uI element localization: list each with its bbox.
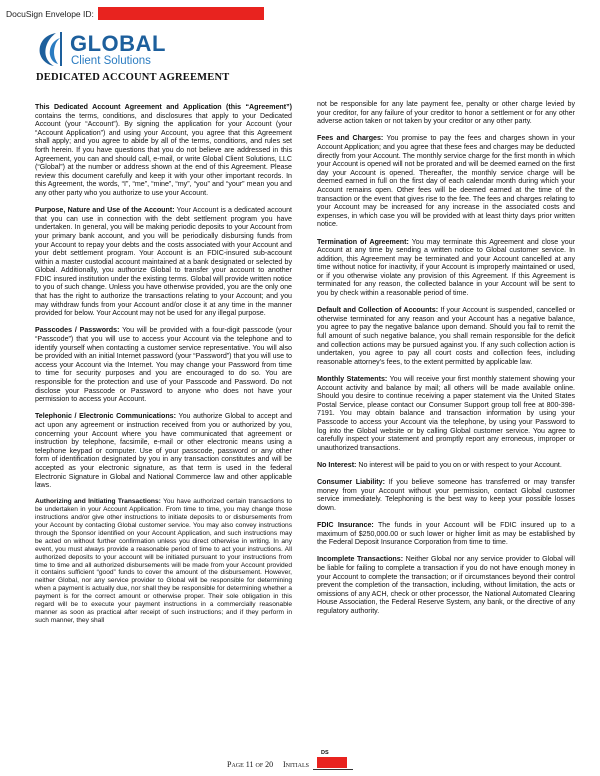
paragraph-text: No interest will be paid to you on or with respect to your Account. — [356, 460, 562, 469]
paragraph — [317, 521, 575, 547]
paragraph — [35, 103, 292, 198]
page-number: Page 11 of 20 — [227, 760, 274, 769]
initials-label: Initials — [283, 760, 309, 769]
paragraph — [317, 134, 575, 229]
paragraph-text: If your Account is suspended, cancelled or otherwise terminated for any reason and your Account has a negative balance, you agree to pay the negative balance upon demand. Should you fail to remit the full amount of such negative balance, you shall remain responsible for the deficit and collection actions may be pursued against you. If any such collection action is undertaken, you agree to pay all court costs and collection fees, including reasonable attorney’s fees, to the extent permitted by applicable law. — [317, 306, 575, 366]
paragraph-heading: Authorizing and Initiating Transactions: — [35, 498, 161, 506]
paragraph-text: You promise to pay the fees and charges shown in your Account Application; and you agree that these fees and charges may be deducted directly from your Account. The monthly service charge for the first month in which your Account is opened will not be prorated and will be deemed earned on the first day your Account is opened. Thereafter, the monthly service charge will be deemed earned in full on the first day of each calendar month during which your Account remains open. Other fees will be deemed earned at the time of the transaction or the event that gives rise to the fee. The fees and charges relating to your Account may be increased for any increase in the associated costs and expenses, in which case you will be provided with at least thirty days prior written notice. — [317, 134, 575, 229]
paragraph — [317, 478, 575, 512]
paragraph — [317, 461, 575, 470]
paragraph-heading: Fees and Charges: — [317, 134, 384, 143]
paragraph-text: You will receive your first monthly statement showing your Account activity and balance by mail; all others will be made available online. Should you desire to continue receiving a paper statement via the United States Postal Service, please contact our Consumer Support group toll free at 800-398-7191. You may obtain balance and transaction information by using your Passcode to access your Account via the telephone, by using your Password to log into the Global website or by calling Global customer service. You agree to carefully inspect your statement and promptly report any erroneous, improper or unauthorized transactions. — [317, 375, 575, 452]
paragraph-heading: Purpose, Nature and Use of the Account: — [35, 206, 175, 215]
paragraph-heading: No Interest: — [317, 460, 357, 469]
paragraph-heading: Monthly Statements: — [317, 375, 388, 383]
company-logo — [36, 30, 186, 70]
right-column — [317, 100, 575, 624]
paragraph — [317, 375, 575, 452]
paragraph — [317, 555, 575, 615]
paragraph-heading: FDIC Insurance: — [317, 521, 374, 530]
paragraph-heading: Consumer Liability: — [317, 478, 385, 487]
document-title: DEDICATED ACCOUNT AGREEMENT — [36, 72, 230, 83]
docusign-tag: DS — [321, 750, 329, 756]
initials-line — [313, 769, 353, 770]
paragraph-text: contains the terms, conditions, and disclosures that apply to your Dedicated Account (your “Account”). By signing the application for your Account (your “Account Application”) and using your Account, you agree that this Agreement shall apply; and you agree to abide by all of the terms, conditions, and rules set forth herein. If you have questions that you do not believe are addressed in this Agreement, you can and should call, e-mail, or write Global Client Solutions, LLC (“Global”) at the number or address shown at the end of this Agreement. Please review this document carefully and keep it with your other important records. In this Agreement, the words, “I”, “me”, “mine”, “my”, “you” and “your” mean you and any other party who you authorize to use your Account. — [35, 111, 292, 197]
paragraph — [35, 412, 292, 489]
paragraph-heading: Passcodes / Passwords: — [35, 326, 120, 335]
paragraph — [35, 498, 292, 625]
paragraph — [317, 306, 575, 366]
paragraph-heading: Incomplete Transactions: — [317, 555, 404, 564]
paragraph — [317, 238, 575, 298]
paragraph-text: You have authorized certain transactions to be undertaken in your Account Application. From time to time, you may change those instructions and/or give other instructions to initiate deposits to or disbursements from your Account by contacting Global customer service. You may also convey instructions through the Sponsor identified on your Account Application, and such instructions may be acted on without further confirmation unless you direct otherwise in writing. In any event, you must always provide a reasonable period of time to act your instructions. All authorized deposits to your account will be initiated pursuant to your instructions from time to time and all authorized disbursements will be made from your Account provided it contains sufficient “good” funds to cover the amount of the disbursement. However, neither Global, nor any service provider to Global will be responsible for determining when a payment is actually due, nor shall they be responsible for determining whether a payment is for the correct amount or otherwise proper. Their sole obligation in this regard will be to execute your payment instructions in a commercially reasonable manner as soon as practical after receipt of such instructions; and if they perform in such manner, they shall — [35, 498, 292, 624]
paragraph-text: not be responsible for any late payment fee, penalty or other charge levied by your creditor, for any failure of your creditor to honor a settlement or for any other adverse action taken or not taken by your creditor or any other party. — [317, 100, 575, 126]
paragraph-text: Your Account is a dedicated account that you can use in connection with the debt settlement program you have undertaken. In general, you will be making periodic deposits to your Account from your primary bank account, and you will be periodically disbursing funds from your Account to repay your debts and the costs associated with your Account and your debt settlement program. Your Account is an FDIC-insured sub-account within a master custodial account maintained at a bank designated or selected by Global. Additionally, you authorize Global to transfer your account to another FDIC insured institution under the existing terms. Global will provide written notice to you of such change. Unless you have otherwise provided, you are the only one that has the right to authorize the transactions relating to your Account; and you may withdraw funds from your Account and/or close it at any time in the manner provided for below. Your Account may not be used for any illegal purpose. — [35, 206, 292, 318]
paragraph-text: The funds in your Account will be FDIC insured up to a maximum of $250,000.00 or such lower or higher limit as may be established by the Federal Deposit Insurance Corporation from time to time. — [317, 521, 576, 547]
left-column — [35, 103, 292, 633]
paragraph-text: You authorize Global to accept and act upon any agreement or instruction received from you or authorized by you, concerning your Account where you have communicated that agreement or instruction by telephone, facsimile, e-mail or other electronic means using a telephone keypad or computer. Use of your passcode, password or any other form of identification designated by you in any transaction constitutes and will be accepted as your electronic signature, as that term is used in the federal Electronic Signature in Global and National Commerce law and other applicable laws. — [35, 412, 292, 490]
envelope-id-label: DocuSign Envelope ID: — [6, 9, 94, 19]
logo-subtitle: Client Solutions — [71, 55, 151, 67]
paragraph-heading: Telephonic / Electronic Communications: — [35, 412, 176, 421]
paragraph-text: You may terminate this Agreement and close your Account at any time by sending a written notice to Global customer service. In addition, this Agreement may be terminated and your Account cancelled at any time without notice for inactivity, if your Account is improperly maintained or used, or if you otherwise violate any provision of this Agreement. If this Agreement is terminated for any reason, the collected balance in your Account will be sent to you by check within a reasonable period of time. — [317, 237, 576, 298]
paragraph — [35, 206, 292, 318]
initials-redaction[interactable] — [317, 757, 347, 768]
logo-wordmark: GLOBAL — [70, 31, 166, 56]
paragraph-text: You will be provided with a four-digit passcode (your “Passcode”) that you will use to access your Account via the telephone and to identify yourself when contacting a customer service representative. You will also be provided with an initial Internet password (your “Password”) that you will use to access your Account via the Internet. You may change your Password from time to time for security purposes and you are encouraged to do so. You are responsible for the protection and use of your Passcode and Password. Do not disclose your Passcode or Password to anyone who does not have your permission to access your Account. — [35, 326, 292, 404]
paragraph-text: Neither Global nor any service provider to Global will be liable for failing to complete a transaction if you do not have enough money in your Account to complete the transaction; or if circumstances beyond their control prevent the completion of the transaction, including, without limitation, the acts or omissions of any ACH, check or other processor, the National Automated Clearing House Association, the Federal Reserve System, any bank, or the directive of any regulatory authority. — [317, 555, 576, 616]
paragraph — [317, 100, 575, 126]
paragraph-heading: Termination of Agreement: — [317, 237, 409, 246]
envelope-id-redaction — [98, 7, 264, 20]
paragraph — [35, 326, 292, 403]
paragraph-lead: This Dedicated Account Agreement and Application (this “Agreement”) — [35, 103, 292, 111]
logo-swoosh-icon — [36, 30, 64, 68]
paragraph-heading: Default and Collection of Accounts: — [317, 306, 439, 315]
paragraph-text: If you believe someone has transferred or may transfer money from your Account without your permission, contact Global customer service immediately. Telephoning is the best way to keep your possible losses down. — [317, 478, 575, 512]
